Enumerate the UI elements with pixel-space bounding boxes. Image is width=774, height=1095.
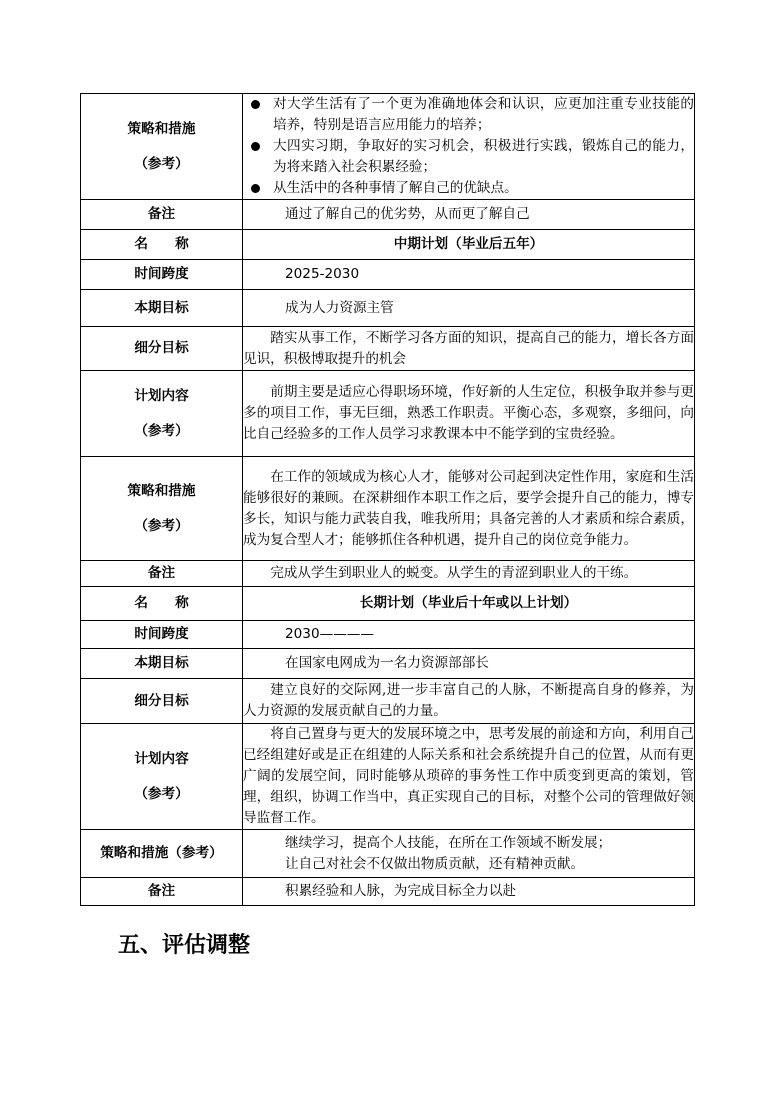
row-value: 2030———— [243,621,695,649]
table-row [81,290,695,327]
career-plan-table [80,93,695,906]
row-value: 成为人力资源主管 [243,290,695,327]
row-label: 策略和措施 （参考） [81,94,243,200]
row-value: 积累经验和人脉，为完成目标全力以赴 [243,878,695,906]
plan-title: 中期计划（毕业后五年） [243,230,695,260]
table-row [81,830,695,878]
table-row [81,230,695,260]
table-row [81,724,695,830]
row-value: 通过了解自己的优劣势，从而更了解自己 [243,200,695,230]
row-label: 细分目标 [81,679,243,724]
table-row [81,561,695,587]
row-value: 在工作的领域成为核心人才，能够对公司起到决定性作用，家庭和生活能够很好的兼顾。在深耕细作本职工作之后，要学会提升自己的能力，博专多长，知识与能力武装自我，唯我所用；具备完善的人才素质和综合素质，成为复合型人才；能够抓住各种机遇，提升自己的岗位竞争能力。 [243,457,695,561]
row-value [243,94,695,200]
table-row [81,200,695,230]
row-value: 建立良好的交际网,进一步丰富自己的人脉，不断提高自身的修养，为人力资源的发展贡献自己的力量。 [243,679,695,724]
table-row [81,327,695,371]
row-label: 本期目标 [81,649,243,679]
table-row [81,649,695,679]
row-value: 继续学习，提高个人技能，在所在工作领域不断发展； 让自己对社会不仅做出物质贡献，还有精神贡献。 [243,830,695,878]
table-row [81,94,695,200]
row-value: 将自己置身与更大的发展环境之中，思考发展的前途和方向，利用自己已经组建好或是正在组建的人际关系和社会系统提升自己的位置，从而有更广阔的发展空间，同时能够从琐碎的事务性工作中质变到更高的策划，管理，组织，协调工作当中，真正实现自己的目标，对整个公司的管理做好领导监督工作。 [243,724,695,830]
row-value: 踏实从事工作，不断学习各方面的知识，提高自己的能力，增长各方面见识，积极博取提升的机会 [243,327,695,371]
section-heading: 五、评估调整 [118,933,251,958]
table-row [81,679,695,724]
row-value: 前期主要是适应心得职场环境，作好新的人生定位，积极争取并参与更多的项目工作，事无巨细，熟悉工作职责。平衡心态，多观察，多细问，向比自己经验多的工作人员学习求教课本中不能学到的宝贵经验。 [243,371,695,457]
table-row [81,457,695,561]
row-value: 在国家电网成为一名力资源部部长 [243,649,695,679]
table-row [81,621,695,649]
table-row [81,878,695,906]
row-label: 备注 [81,200,243,230]
list-item: 对大学生活有了一个更为准确地体会和认识，应更加注重专业技能的培养，特别是语言应用能力的培养； [243,94,694,136]
row-label: 本期目标 [81,290,243,327]
row-label: 计划内容 （参考） [81,371,243,457]
row-label: 备注 [81,878,243,906]
row-label: 计划内容 （参考） [81,724,243,830]
table-row [81,260,695,290]
row-label: 时间跨度 [81,621,243,649]
plan-title: 长期计划（毕业后十年或以上计划） [243,587,695,621]
row-label: 细分目标 [81,327,243,371]
list-item: 从生活中的各种事情了解自己的优缺点。 [243,178,694,199]
row-label: 策略和措施 （参考） [81,457,243,561]
row-value: 2025-2030 [243,260,695,290]
table-row [81,587,695,621]
bullet-list [243,94,694,199]
table-row [81,371,695,457]
list-item: 大四实习期，争取好的实习机会，积极进行实践，锻炼自己的能力，为将来踏入社会积累经验； [243,136,694,178]
row-label: 策略和措施（参考） [81,830,243,878]
row-label: 名 称 [81,587,243,621]
row-label: 时间跨度 [81,260,243,290]
row-value: 完成从学生到职业人的蜕变。从学生的青涩到职业人的干练。 [243,561,695,587]
row-label: 备注 [81,561,243,587]
row-label: 名 称 [81,230,243,260]
